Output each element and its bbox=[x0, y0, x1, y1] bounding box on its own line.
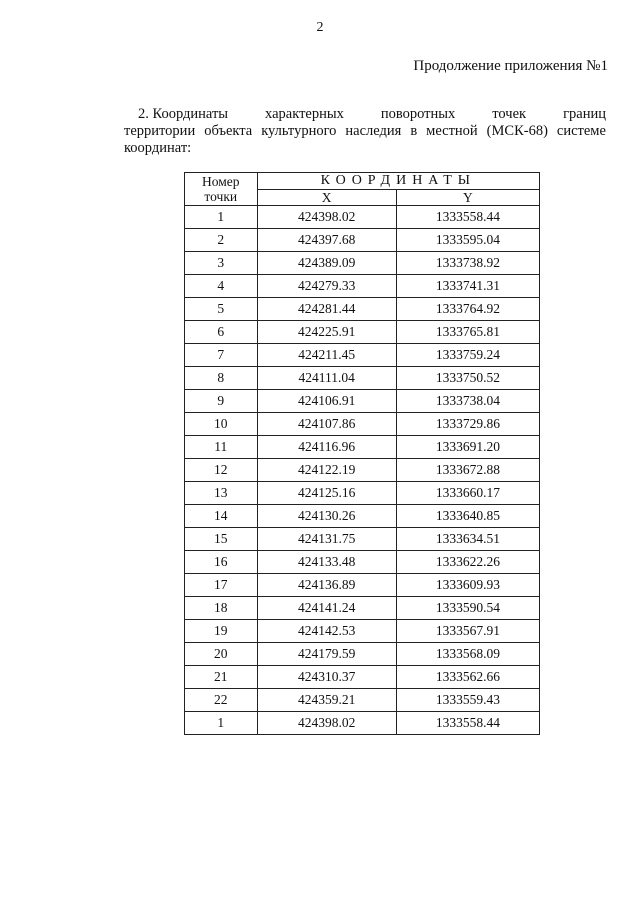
heading-word: границ bbox=[563, 106, 606, 122]
table-row bbox=[185, 620, 540, 643]
x-coordinate-cell: 424398.02 bbox=[257, 206, 396, 229]
heading-word: точек bbox=[492, 106, 527, 122]
point-number-cell: 7 bbox=[185, 344, 258, 367]
heading-word: территории bbox=[124, 123, 196, 139]
x-coordinate-cell: 424116.96 bbox=[257, 436, 396, 459]
table-row bbox=[185, 689, 540, 712]
page-number: 2 bbox=[316, 20, 324, 35]
point-number-cell: 2 bbox=[185, 229, 258, 252]
y-coordinate-cell: 1333738.04 bbox=[396, 390, 539, 413]
table-row bbox=[185, 482, 540, 505]
y-coordinate-cell: 1333595.04 bbox=[396, 229, 539, 252]
appendix-title: Продолжение приложения №1 bbox=[413, 58, 608, 74]
point-number-cell: 10 bbox=[185, 413, 258, 436]
table-row bbox=[185, 551, 540, 574]
point-number-cell: 1 bbox=[185, 206, 258, 229]
y-coordinate-cell: 1333759.24 bbox=[396, 344, 539, 367]
y-coordinate-cell: 1333567.91 bbox=[396, 620, 539, 643]
table-row bbox=[185, 367, 540, 390]
table-row bbox=[185, 413, 540, 436]
y-coordinate-cell: 1333559.43 bbox=[396, 689, 539, 712]
table-row bbox=[185, 505, 540, 528]
y-coordinate-cell: 1333764.92 bbox=[396, 298, 539, 321]
table-row bbox=[185, 390, 540, 413]
y-coordinate-cell: 1333660.17 bbox=[396, 482, 539, 505]
y-coordinate-cell: 1333558.44 bbox=[396, 712, 539, 735]
y-coordinate-cell: 1333765.81 bbox=[396, 321, 539, 344]
x-coordinate-cell: 424136.89 bbox=[257, 574, 396, 597]
point-number-cell: 18 bbox=[185, 597, 258, 620]
x-coordinate-cell: 424130.26 bbox=[257, 505, 396, 528]
heading-word: поворотных bbox=[380, 106, 456, 122]
section-heading-line-2 bbox=[124, 123, 606, 140]
y-coordinate-cell: 1333640.85 bbox=[396, 505, 539, 528]
table-row bbox=[185, 597, 540, 620]
heading-word: местной bbox=[426, 123, 478, 139]
point-number-cell: 1 bbox=[185, 712, 258, 735]
y-coordinate-cell: 1333741.31 bbox=[396, 275, 539, 298]
point-number-cell: 19 bbox=[185, 620, 258, 643]
y-coordinate-cell: 1333558.44 bbox=[396, 206, 539, 229]
point-number-cell: 20 bbox=[185, 643, 258, 666]
y-coordinate-cell: 1333634.51 bbox=[396, 528, 539, 551]
point-number-cell: 13 bbox=[185, 482, 258, 505]
heading-word: 2. Координаты bbox=[138, 106, 229, 122]
point-number-header bbox=[185, 173, 258, 206]
x-coordinate-cell: 424225.91 bbox=[257, 321, 396, 344]
point-number-cell: 3 bbox=[185, 252, 258, 275]
x-coordinate-cell: 424141.24 bbox=[257, 597, 396, 620]
point-number-header-line-2: точки bbox=[204, 189, 238, 204]
table-row bbox=[185, 643, 540, 666]
heading-word: в bbox=[410, 123, 418, 139]
x-coordinate-cell: 424310.37 bbox=[257, 666, 396, 689]
y-coordinate-cell: 1333568.09 bbox=[396, 643, 539, 666]
x-coordinate-cell: 424133.48 bbox=[257, 551, 396, 574]
coordinates-table-body bbox=[185, 206, 540, 735]
y-coordinate-cell: 1333729.86 bbox=[396, 413, 539, 436]
table-row bbox=[185, 574, 540, 597]
table-row bbox=[185, 459, 540, 482]
x-coordinate-cell: 424125.16 bbox=[257, 482, 396, 505]
x-coordinate-cell: 424131.75 bbox=[257, 528, 396, 551]
x-coordinate-cell: 424397.68 bbox=[257, 229, 396, 252]
x-coordinate-cell: 424398.02 bbox=[257, 712, 396, 735]
point-number-cell: 15 bbox=[185, 528, 258, 551]
x-coordinate-cell: 424359.21 bbox=[257, 689, 396, 712]
point-number-cell: 21 bbox=[185, 666, 258, 689]
heading-word: культурного bbox=[261, 123, 337, 139]
x-coordinate-cell: 424179.59 bbox=[257, 643, 396, 666]
point-number-cell: 4 bbox=[185, 275, 258, 298]
section-heading-line-1 bbox=[124, 106, 606, 123]
heading-word: (МСК-68) bbox=[486, 123, 548, 139]
point-number-cell: 6 bbox=[185, 321, 258, 344]
x-column-header: X bbox=[257, 190, 396, 206]
point-number-cell: 22 bbox=[185, 689, 258, 712]
coordinates-table bbox=[184, 172, 540, 735]
point-number-header-line-1: Номер bbox=[202, 174, 240, 189]
y-coordinate-cell: 1333590.54 bbox=[396, 597, 539, 620]
point-number-cell: 17 bbox=[185, 574, 258, 597]
heading-word: объекта bbox=[204, 123, 253, 139]
table-row bbox=[185, 666, 540, 689]
y-coordinate-cell: 1333562.66 bbox=[396, 666, 539, 689]
section-heading-line-3: координат: bbox=[124, 140, 192, 156]
coordinates-header: КООРДИНАТЫ bbox=[257, 173, 539, 190]
table-row bbox=[185, 252, 540, 275]
point-number-cell: 12 bbox=[185, 459, 258, 482]
point-number-cell: 11 bbox=[185, 436, 258, 459]
x-coordinate-cell: 424111.04 bbox=[257, 367, 396, 390]
point-number-cell: 5 bbox=[185, 298, 258, 321]
table-row bbox=[185, 528, 540, 551]
x-coordinate-cell: 424211.45 bbox=[257, 344, 396, 367]
heading-word: характерных bbox=[265, 106, 344, 122]
heading-word: наследия bbox=[345, 123, 402, 139]
point-number-cell: 8 bbox=[185, 367, 258, 390]
table-row bbox=[185, 298, 540, 321]
y-coordinate-cell: 1333738.92 bbox=[396, 252, 539, 275]
x-coordinate-cell: 424142.53 bbox=[257, 620, 396, 643]
y-coordinate-cell: 1333622.26 bbox=[396, 551, 539, 574]
table-row bbox=[185, 275, 540, 298]
table-row bbox=[185, 344, 540, 367]
point-number-cell: 14 bbox=[185, 505, 258, 528]
table-row bbox=[185, 712, 540, 735]
x-coordinate-cell: 424389.09 bbox=[257, 252, 396, 275]
y-coordinate-cell: 1333750.52 bbox=[396, 367, 539, 390]
x-coordinate-cell: 424122.19 bbox=[257, 459, 396, 482]
y-coordinate-cell: 1333691.20 bbox=[396, 436, 539, 459]
table-row bbox=[185, 321, 540, 344]
heading-word: системе bbox=[556, 123, 606, 139]
table-row bbox=[185, 436, 540, 459]
section-heading bbox=[124, 106, 606, 157]
y-coordinate-cell: 1333672.88 bbox=[396, 459, 539, 482]
point-number-cell: 16 bbox=[185, 551, 258, 574]
x-coordinate-cell: 424281.44 bbox=[257, 298, 396, 321]
x-coordinate-cell: 424279.33 bbox=[257, 275, 396, 298]
x-coordinate-cell: 424106.91 bbox=[257, 390, 396, 413]
y-coordinate-cell: 1333609.93 bbox=[396, 574, 539, 597]
table-row bbox=[185, 229, 540, 252]
y-column-header: Y bbox=[396, 190, 539, 206]
point-number-cell: 9 bbox=[185, 390, 258, 413]
table-row bbox=[185, 206, 540, 229]
x-coordinate-cell: 424107.86 bbox=[257, 413, 396, 436]
